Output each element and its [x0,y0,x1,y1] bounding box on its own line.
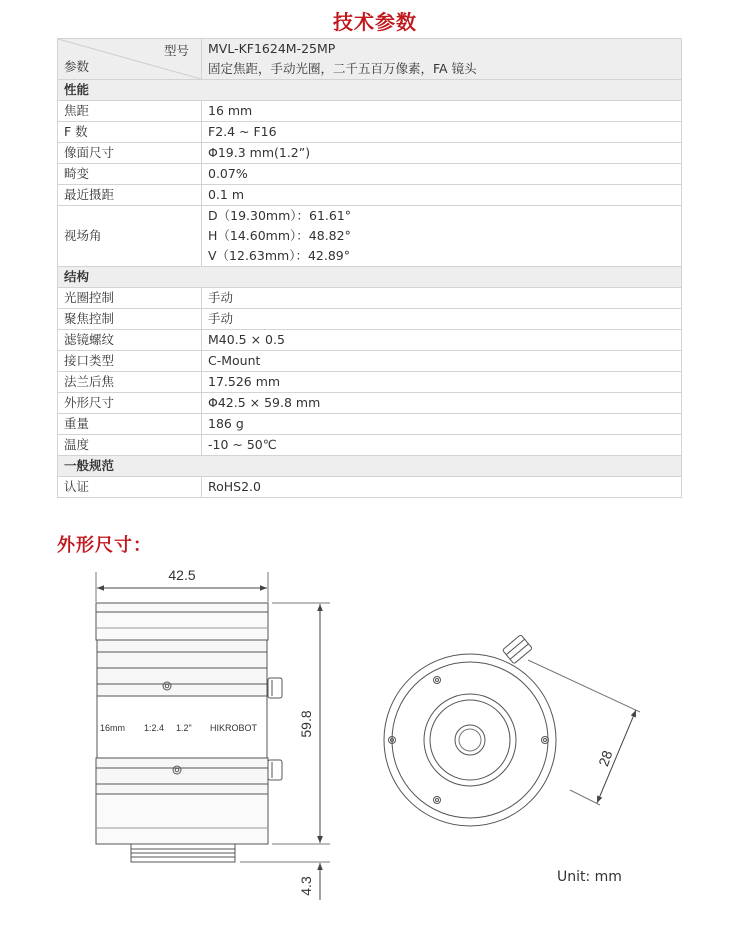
spec-row [58,288,682,309]
section-title: 结构 [58,267,682,288]
spec-value: D（19.30mm）：61.61° [208,208,352,223]
unit-label: Unit: mm [557,869,622,885]
lens-front-view [384,635,640,826]
spec-value: -10 ~ 50℃ [208,437,277,452]
model-value: MVL-KF1624M-25MP [208,41,336,56]
section-title: 性能 [58,80,682,101]
spec-row [58,164,682,185]
spec-value-cell [202,164,682,185]
spec-value-cell [202,414,682,435]
spec-value: 手动 [208,311,234,326]
spec-value: 16 mm [208,103,253,118]
spec-value: Φ19.3 mm(1.2”) [208,145,311,160]
spec-value-cell [202,101,682,122]
spec-row [58,101,682,122]
spec-key: 最近摄距 [58,185,202,206]
spec-row [58,414,682,435]
spec-value-cell [202,330,682,351]
spec-value: 17.526 mm [208,374,281,389]
spec-key: 像面尺寸 [58,143,202,164]
marking-ratio: 1:2.4 [144,723,165,733]
header-diagonal-cell [58,39,202,80]
dim-mount: 4.3 [298,876,314,896]
marking-brand: HIKROBOT [210,723,258,733]
spec-key: 认证 [58,477,202,498]
spec-row [58,393,682,414]
spec-value: 手动 [208,290,234,305]
header-values-cell [202,39,682,80]
spec-value: RoHS2.0 [208,479,261,494]
spec-value-cell [202,372,682,393]
marking-focal: 16mm [100,723,126,733]
spec-value-cell [202,351,682,372]
spec-value: F2.4 ~ F16 [208,124,277,139]
page-title: 技术参数 [333,10,417,34]
model-label: 型号 [163,43,189,58]
param-value: 固定焦距，手动光圈，二千五百万像素，FA 镜头 [208,61,477,76]
spec-value-cell [202,206,682,267]
dim-length: 59.8 [298,710,314,738]
spec-value: Φ42.5 × 59.8 mm [208,395,321,410]
spec-value: 0.07% [208,166,248,181]
spec-value: 0.1 m [208,187,245,202]
spec-row [58,143,682,164]
spec-value-cell [202,185,682,206]
spec-key: 聚焦控制 [58,309,202,330]
spec-header-row [58,39,682,80]
spec-value: V（12.63mm）：42.89° [208,248,350,263]
spec-row [58,330,682,351]
spec-value: H（14.60mm）：48.82° [208,228,351,243]
spec-row [58,122,682,143]
spec-value-cell [202,122,682,143]
spec-value-cell [202,309,682,330]
marking-format: 1.2" [176,723,192,733]
spec-key: 法兰后焦 [58,372,202,393]
spec-row [58,351,682,372]
spec-row [58,372,682,393]
param-label: 参数 [64,59,90,74]
section-header-row [58,80,682,101]
lens-side-view [96,572,330,900]
spec-value: M40.5 × 0.5 [208,332,285,347]
spec-key: 滤镜螺纹 [58,330,202,351]
spec-key: F 数 [58,122,202,143]
spec-key: 畸变 [58,164,202,185]
section-header-row [58,456,682,477]
dim-front: 28 [595,748,616,769]
spec-key: 重量 [58,414,202,435]
spec-row [58,206,682,267]
spec-key: 光圈控制 [58,288,202,309]
spec-row [58,185,682,206]
spec-key: 视场角 [58,206,202,267]
dim-diameter: 42.5 [168,567,196,583]
spec-key: 温度 [58,435,202,456]
dimension-drawing [0,560,750,952]
spec-key: 焦距 [58,101,202,122]
spec-key: 外形尺寸 [58,393,202,414]
spec-row [58,309,682,330]
spec-key: 接口类型 [58,351,202,372]
spec-row [58,435,682,456]
spec-value: 186 g [208,416,244,431]
section-header-row [58,267,682,288]
spec-row [58,477,682,498]
spec-table [57,38,682,498]
spec-value: C-Mount [208,353,261,368]
section-title: 一般规范 [58,456,682,477]
spec-value-cell [202,143,682,164]
dimensions-subtitle: 外形尺寸： [57,535,152,556]
spec-value-cell [202,288,682,309]
spec-value-cell [202,477,682,498]
spec-value-cell [202,393,682,414]
spec-value-cell [202,435,682,456]
